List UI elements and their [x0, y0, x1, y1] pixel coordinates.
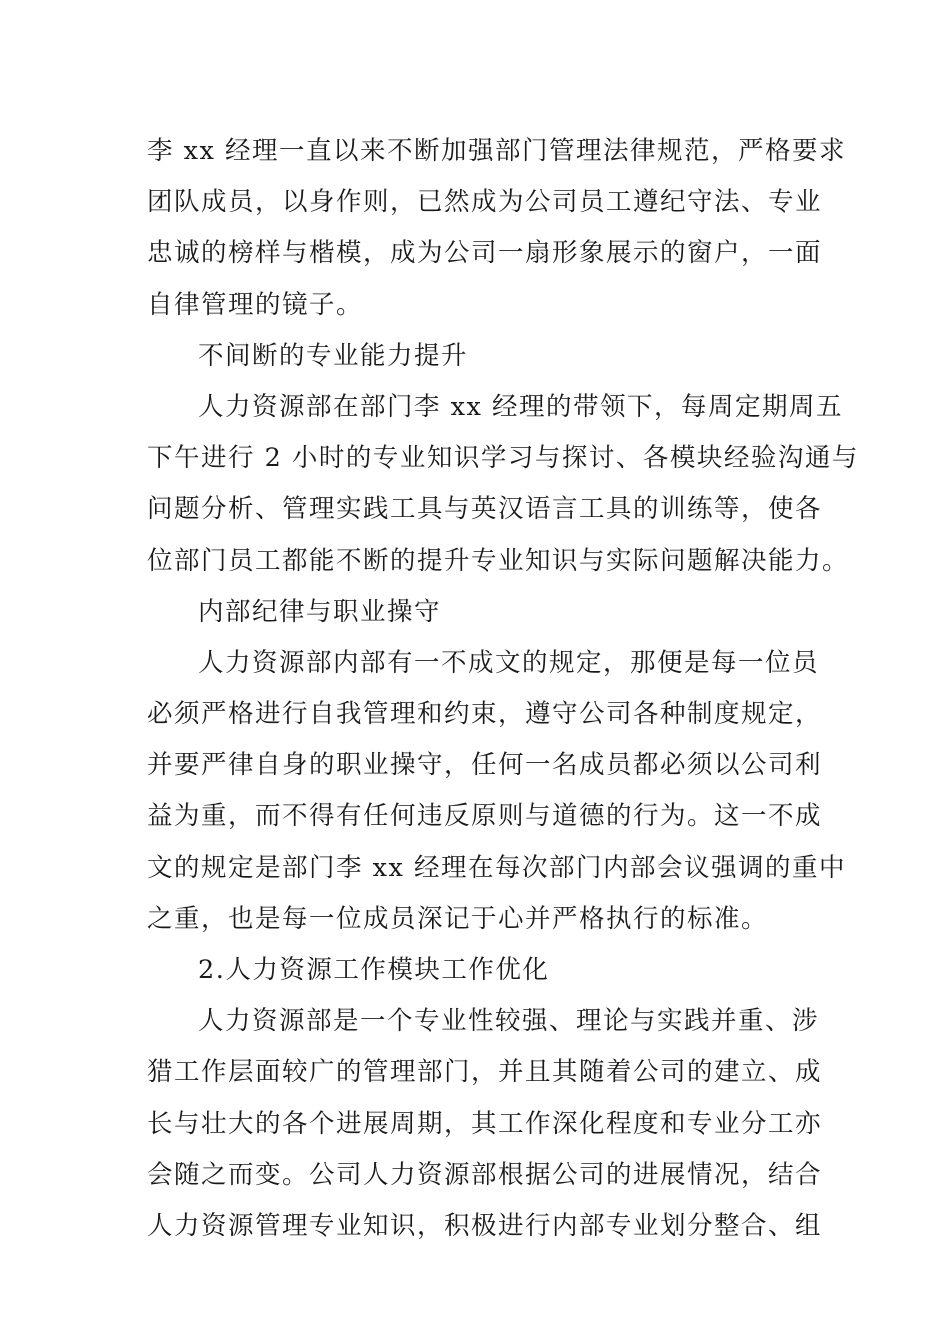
text-line: 文的规定是部门李 xx 经理在每次部门内部会议强调的重中 [147, 852, 846, 883]
text-line: 必须严格进行自我管理和约束，遵守公司各种制度规定， [147, 699, 823, 730]
body-text [147, 126, 859, 1252]
text-line: 团队成员，以身作则，已然成为公司员工遵纪守法、专业 [147, 187, 823, 218]
text-line: 忠诚的榜样与楷模，成为公司一扇形象展示的窗户，一面 [147, 238, 823, 269]
text-line: 之重，也是每一位成员深记于心并严格执行的标准。 [147, 903, 769, 934]
text-line: 猎工作层面较广的管理部门，并且其随着公司的建立、成 [147, 1057, 823, 1088]
text-line: 长与壮大的各个进展周期，其工作深化程度和专业分工亦 [147, 1108, 823, 1139]
text-line: 下午进行 2 小时的专业知识学习与探讨、各模块经验沟通与 [147, 443, 859, 474]
text-line: 会随之而变。公司人力资源部根据公司的进展情况，结合 [147, 1159, 823, 1190]
text-line: 益为重，而不得有任何违反原则与道德的行为。这一不成 [147, 801, 823, 832]
text-line: 并要严律自身的职业操守，任何一名成员都必须以公司利 [147, 750, 823, 781]
text-line: 李 xx 经理一直以来不断加强部门管理法律规范，严格要求 [147, 136, 846, 166]
section-heading: 2.人力资源工作模块工作优化 [198, 955, 550, 985]
text-line: 人力资源管理专业知识，积极进行内部专业划分整合、组 [147, 1210, 823, 1241]
text-line: 位部门员工都能不断的提升专业知识与实际问题解决能力。 [147, 545, 850, 576]
paragraph-first-line: 人力资源部内部有一不成文的规定，那便是每一位员 [198, 647, 820, 678]
text-line: 问题分析、管理实践工具与英汉语言工具的训练等，使各 [147, 494, 823, 525]
paragraph-first-line: 人力资源部是一个专业性较强、理论与实践并重、涉 [198, 1006, 820, 1037]
section-heading: 内部纪律与职业操守 [198, 596, 442, 627]
paragraph-first-line: 人力资源部在部门李 xx 经理的带领下，每周定期周五 [198, 391, 843, 422]
section-heading: 不间断的专业能力提升 [198, 340, 469, 371]
text-line: 自律管理的镜子。 [147, 289, 364, 320]
